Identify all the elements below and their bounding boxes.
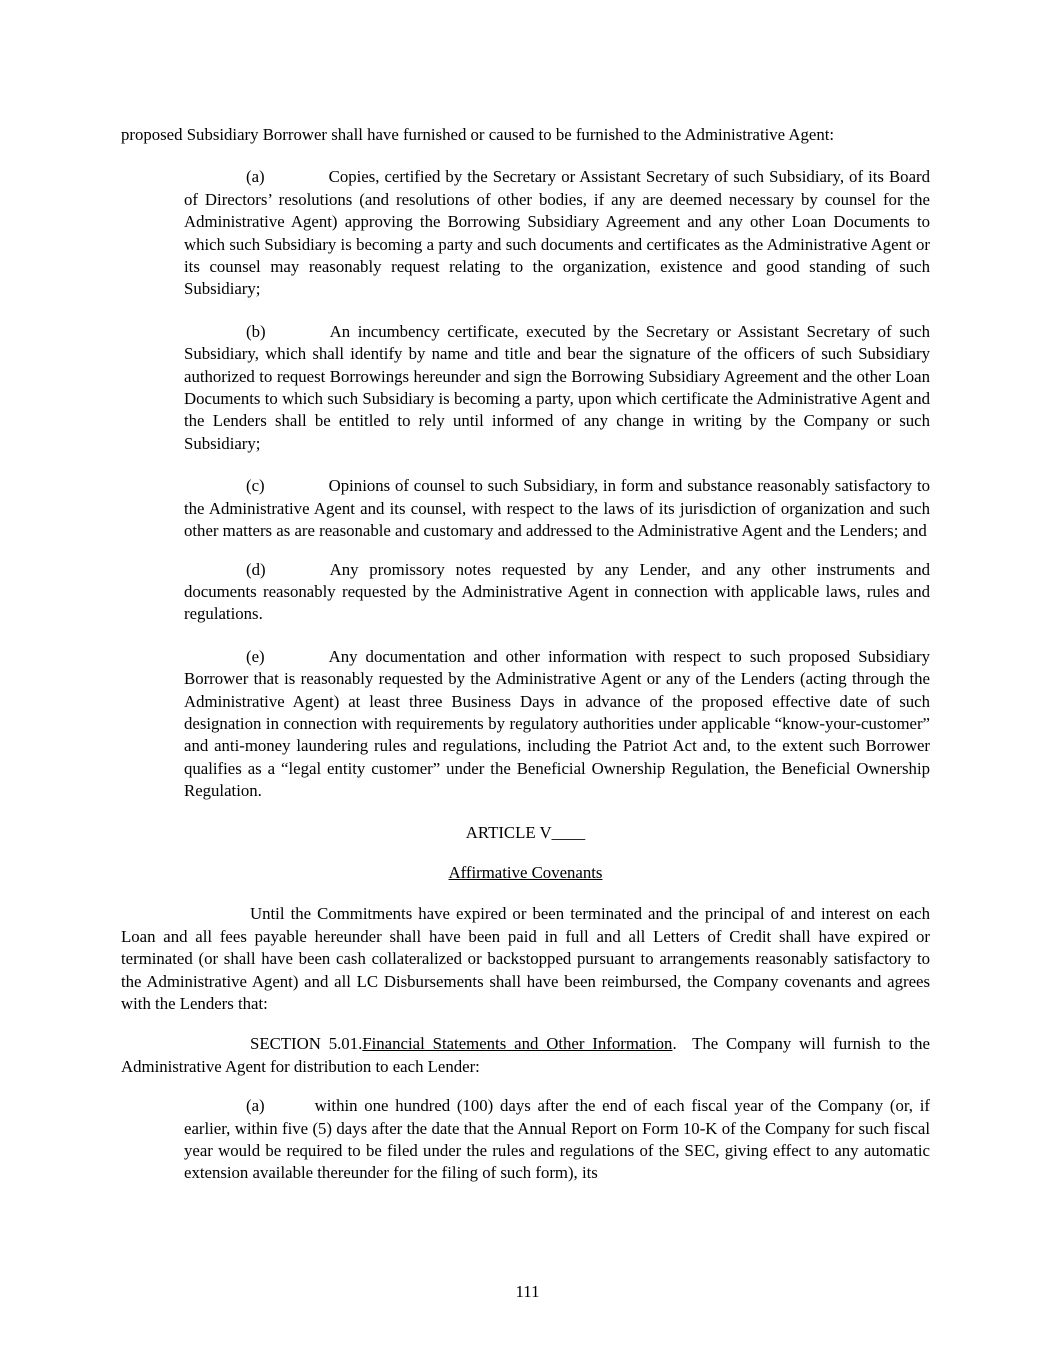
article-heading: ARTICLE V____ [465,822,586,842]
list-item-b [184,321,930,455]
section-list-item-a [184,1095,930,1185]
item-text: Copies, certified by the Secretary or Assistant Secretary of such Subsidiary, of its Board of Directors’ resolutions (and resolutions of other bodies, if any are deemed necessary by counsel for the Administrative Agent) approving the Borrowing Subsidiary Agreement and any other Loan Documents to which such Subsidiary is becoming a party and such documents and certificates as the Administrative Agent or its counsel may reasonably request relating to the organization, existence and good standing of such Subsidiary; [184,167,930,299]
section-rest: . The Company will furnish to the Administrative Agent for distribution to each Lender: [121,1034,930,1076]
item-label: (b) [246,321,266,341]
list-item-a [184,166,930,300]
list-item-c [184,475,930,542]
document-content [121,124,930,1185]
page-number: 111 [515,1282,540,1301]
item-text: An incumbency certificate, executed by the Secretary or Assistant Secretary of such Subsidiary, which shall identify by name and title and bear the signature of the officers of such Subsidiary authorized to request Borrowings hereunder and sign the Borrowing Subsidiary Agreement and the other Loan Documents to which such Subsidiary is becoming a party, upon which certificate the Administrative Agent and the Lenders shall be entitled to rely until informed of any change in writing by the Company or such Subsidiary; [184,321,930,453]
article-title [121,862,930,884]
item-label: (c) [246,476,265,496]
paragraph-section-5-01 [121,1033,930,1078]
list-item-e [184,646,930,803]
list-item-d [184,559,930,626]
item-text: within one hundred (100) days after the end of each fiscal year of the Company (or, if earlier, within five (5) days after the date that the Annual Report on Form 10-K of the Company for such fiscal year would be required to be filed under the rules and regulations of the SEC, giving effect to any automatic extension available thereunder for the filing of such form), its [184,1096,930,1183]
item-text: Any documentation and other information with respect to such proposed Subsidiary Borrower that is reasonably requested by the Administrative Agent or any of the Lenders (acting through the Administrative Agent) at least three Business Days in advance of the proposed effective date of such designation in connection with requirements by regulatory authorities under applicable “know-your-customer” and anti-money laundering rules and regulations, including the Patriot Act and, to the extent such Borrower qualifies as a “legal entity customer” under the Beneficial Ownership Regulation, the Beneficial Ownership Regulation. [184,646,930,801]
paragraph-covenants-intro: Until the Commitments have expired or been terminated and the principal of and interest on each Loan and all fees payable hereunder shall have been paid in full and all Letters of Credit shall have expired or terminated (or shall have been cash collateralized or backstopped pursuant to arrangements reasonably satisfactory to the Administrative Agent) and all LC Disbursements shall have been reimbursed, the Company covenants and agrees with the Lenders that: [121,904,930,1013]
section-number: SECTION 5.01. [250,1034,363,1054]
item-text: Opinions of counsel to such Subsidiary, in form and substance reasonably satisfactory to the Administrative Agent and its counsel, with respect to the laws of its jurisdiction of organization and such other matters as are reasonable and customary and addressed to the Administrative Agent and the Lenders; and [184,476,930,541]
item-label: (d) [246,559,266,579]
item-label: (a) [246,167,265,187]
item-label: (a) [246,1096,265,1116]
paragraph-intro-continuation: proposed Subsidiary Borrower shall have furnished or caused to be furnished to the Administrative Agent: [121,125,835,144]
section-title: Financial Statements and Other Information [362,1034,673,1054]
item-label: (e) [246,646,265,666]
article-title-text: Affirmative Covenants [448,862,603,882]
item-text: Any promissory notes requested by any Lender, and any other instruments and documents reasonably requested by the Administrative Agent in connection with applicable laws, rules and regulations. [184,559,930,624]
